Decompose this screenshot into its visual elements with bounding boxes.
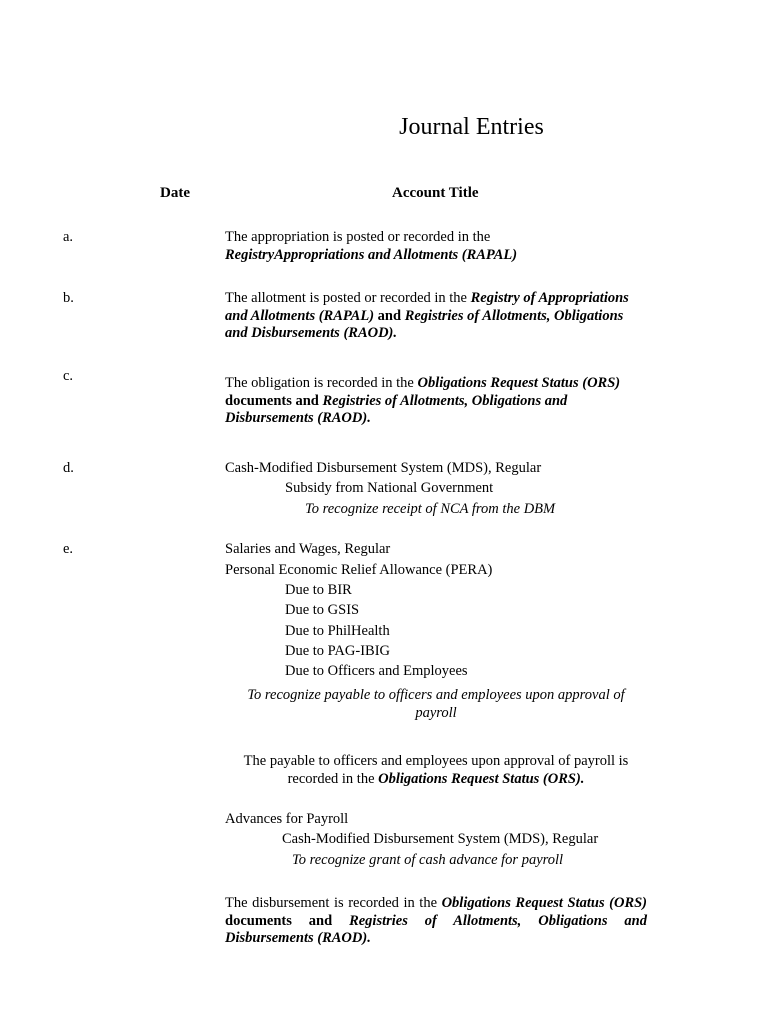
page-title: Journal Entries (399, 114, 544, 140)
entry-c-raod: Registries of Allotments, Obligations and Disbursements (RAOD). (225, 392, 568, 426)
entry-c-ors: Obligations Request Status (ORS) (417, 375, 621, 391)
entry-e-disbursement-note (225, 895, 647, 948)
entry-d-credit: Subsidy from National Government (285, 480, 494, 496)
entry-e-credit-officers: Due to Officers and Employees (285, 663, 468, 679)
entry-e-credit-bir: Due to BIR (285, 582, 352, 598)
entry-label-d: d. (63, 460, 74, 476)
entry-a-line2: RegistryAppropriations and Allotments (RAPAL) (225, 246, 518, 263)
entry-e-disb-documents: documents and (225, 912, 350, 929)
entry-b-and: and (374, 307, 405, 324)
entry-e-ors-note-text: The payable to officers and employees upon approval of payroll is recorded in the (243, 753, 629, 787)
entry-a-line1: The appropriation is posted or recorded in the (225, 229, 491, 245)
entry-e-credit-pagibig: Due to PAG-IBIG (285, 643, 390, 659)
entry-a-text (225, 229, 655, 264)
entry-c-text1: The obligation is recorded in the (225, 375, 418, 391)
date-column-header: Date (160, 185, 190, 201)
entry-e-disb-text1: The disbursement is recorded in the (225, 895, 442, 911)
entry-e-debit-salaries: Salaries and Wages, Regular (225, 541, 391, 557)
entry-d-explanation: To recognize receipt of NCA from the DBM (305, 501, 556, 517)
entry-b-raod: Registries of Allotments, Obligations and Disbursements (RAOD). (225, 307, 624, 341)
entry-label-c: c. (63, 368, 74, 384)
entry-e-debit-pera: Personal Economic Relief Allowance (PERA) (225, 562, 493, 578)
entry-e-disb-raod: Registries of Allotments, Obligations and Disbursements (RAOD). (225, 912, 647, 946)
entry-c-text (225, 375, 643, 428)
entry-c-documents: documents and (225, 392, 323, 409)
entry-b-text (225, 290, 647, 343)
entry-b-text1: The allotment is posted or recorded in the (225, 290, 471, 306)
account-title-column-header: Account Title (392, 185, 479, 201)
entry-e-advance-explanation: To recognize grant of cash advance for payroll (292, 852, 564, 868)
entry-e-disb-ors: Obligations Request Status (ORS) (441, 895, 648, 911)
entry-label-a: a. (63, 229, 74, 245)
entry-e-ors-note-ors: Obligations Request Status (ORS). (378, 770, 585, 787)
entry-label-b: b. (63, 290, 74, 306)
entry-e-credit-gsis: Due to GSIS (285, 602, 360, 618)
entry-b-rapal: Registry of Appropriations and Allotments (RAPAL) (225, 290, 629, 324)
entry-e-advance-debit: Advances for Payroll (225, 811, 349, 827)
entry-label-e: e. (63, 541, 74, 557)
entry-e-ors-note (225, 753, 647, 788)
entry-d-debit: Cash-Modified Disbursement System (MDS), Regular (225, 460, 542, 476)
entry-e-explanation: To recognize payable to officers and employees upon approval of payroll (247, 687, 625, 721)
entry-e-advance-credit: Cash-Modified Disbursement System (MDS), Regular (282, 831, 599, 847)
entry-e-credit-philhealth: Due to PhilHealth (285, 623, 390, 639)
